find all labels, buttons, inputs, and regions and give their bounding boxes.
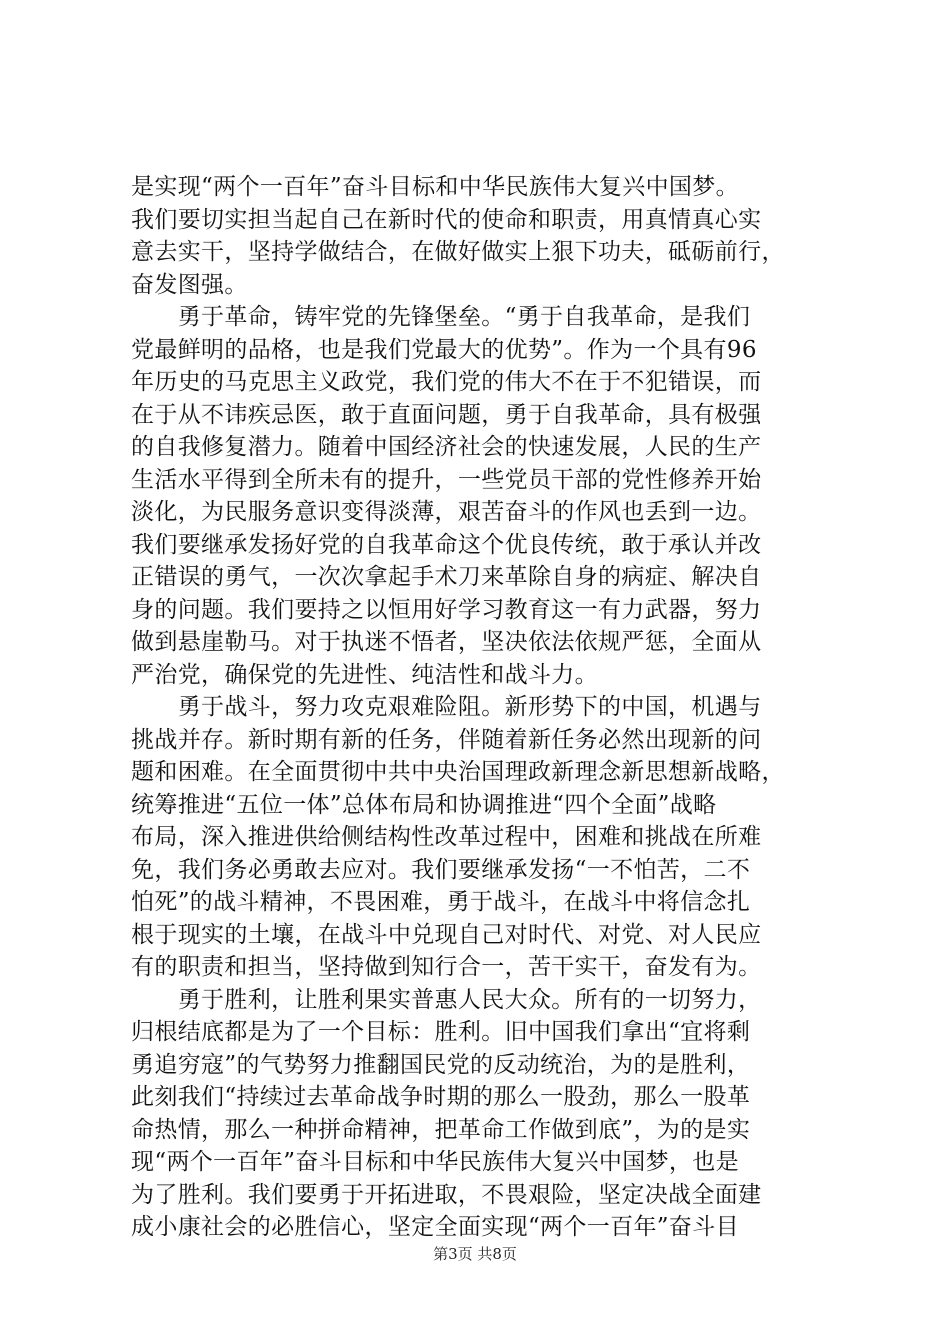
body-text [131,171,831,1244]
text-line: 成小康社会的必胜信心，坚定全面实现“两个一百年”奋斗目 [131,1214,739,1240]
text-line: 勇于革命，铸牢党的先锋堡垒。“勇于自我革命，是我们 [131,304,751,330]
text-line: 勇于战斗，努力攻克艰难险阻。新形势下的中国，机遇与 [131,694,762,720]
text-line: 正错误的勇气，一次次拿起手术刀来革除自身的病症、解决自 [131,564,762,590]
text-line: 为了胜利。我们要勇于开拓进取，不畏艰险，坚定决战全面建 [131,1181,762,1208]
text-line: 做到悬崖勒马。对于执迷不悟者，坚决依法依规严惩，全面从 [131,629,762,655]
text-line: 我们要继承发扬好党的自我革命这个优良传统，敢于承认并改 [131,531,762,558]
text-line: 年历史的马克思主义政党，我们党的伟大不在于不犯错误，而 [131,369,762,395]
text-line: 意去实干，坚持学做结合，在做好做实上狠下功夫，砥砺前行， [131,239,785,265]
text-line: 奋发图强。 [131,271,248,298]
text-line: 免，我们务必勇敢去应对。我们要继承发扬“一不怕苦，二不 [131,856,751,883]
text-line: 在于从不讳疾忌医，敢于直面问题，勇于自我革命，具有极强 [131,401,762,428]
text-line: 身的问题。我们要持之以恒用好学习教育这一有力武器，努力 [131,596,762,623]
text-line: 党最鲜明的品格，也是我们党最大的优势”。作为一个具有96 [131,336,757,363]
text-line: 归根结底都是为了一个目标：胜利。旧中国我们拿出“宜将剩 [131,1019,751,1045]
page-footer: 第3页 共8页 [433,1245,517,1263]
text-line: 根于现实的土壤，在战斗中兑现自己对时代、对党、对人民应 [131,921,762,948]
text-line: 题和困难。在全面贯彻中共中央治国理政新理念新思想新战略， [131,759,785,785]
text-line: 挑战并存。新时期有新的任务，伴随着新任务必然出现新的问 [131,726,762,753]
text-line: 统筹推进“五位一体”总体布局和协调推进“四个全面”战略 [131,791,717,818]
text-line: 有的职责和担当，坚持做到知行合一，苦干实干，奋发有为。 [131,954,762,980]
text-line: 此刻我们“持续过去革命战争时期的那么一股劲，那么一股革 [131,1084,751,1110]
text-line: 的自我修复潜力。随着中国经济社会的快速发展，人民的生产 [131,434,762,460]
text-line: 现“两个一百年”奋斗目标和中华民族伟大复兴中国梦，也是 [131,1149,739,1175]
text-line: 严治党，确保党的先进性、纯洁性和战斗力。 [131,661,598,688]
text-line: 布局，深入推进供给侧结构性改革过程中，困难和挑战在所难 [131,824,762,850]
text-line: 淡化，为民服务意识变得淡薄，艰苦奋斗的作风也丢到一边。 [131,499,762,525]
text-line: 生活水平得到全所未有的提升，一些党员干部的党性修养开始 [131,466,762,493]
text-line: 怕死”的战斗精神，不畏困难，勇于战斗，在战斗中将信念扎 [131,889,751,915]
text-line: 命热情，那么一种拼命精神，把革命工作做到底”，为的是实 [131,1116,751,1143]
text-line: 是实现“两个一百年”奋斗目标和中华民族伟大复兴中国梦。 [131,174,739,200]
text-line: 勇于胜利，让胜利果实普惠人民大众。所有的一切努力， [131,986,762,1013]
text-line: 勇追穷寇”的气势努力推翻国民党的反动统治，为的是胜利， [131,1051,751,1078]
text-line: 我们要切实担当起自己在新时代的使命和职责，用真情真心实 [131,206,762,233]
